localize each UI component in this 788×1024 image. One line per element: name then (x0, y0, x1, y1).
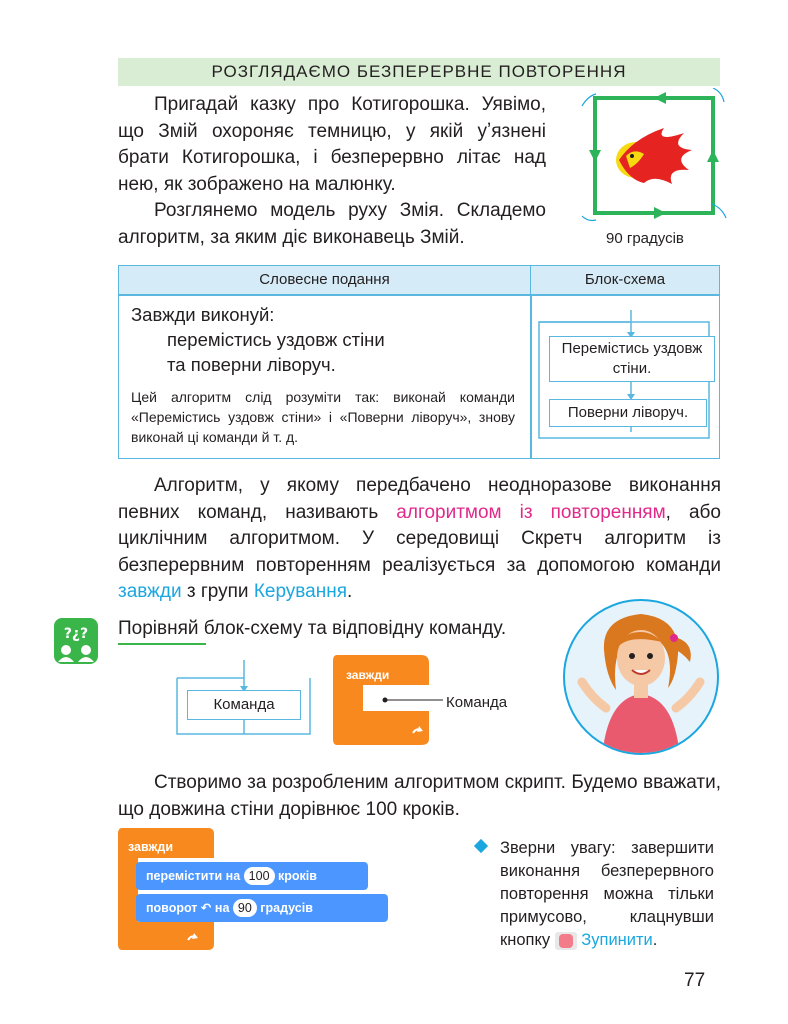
header-block-scheme: Блок-схема (531, 266, 719, 294)
turn-block-text (146, 899, 313, 917)
stop-label: Зупинити (581, 931, 653, 949)
text-part: з групи (181, 581, 254, 602)
dragon-icon (616, 128, 692, 184)
compare-instruction (118, 618, 506, 640)
move-label: перемістити на (146, 869, 241, 883)
arrow-icon (654, 92, 666, 104)
term-control: Керування (253, 581, 348, 602)
compare-underlined-word: Порівняй (118, 618, 199, 639)
stop-button[interactable] (555, 932, 577, 950)
turn-label: поворот (146, 901, 198, 915)
discussion-icon (54, 618, 98, 664)
move-steps-input[interactable]: 100 (244, 867, 275, 885)
svg-text:?¿?: ?¿? (63, 626, 89, 642)
arrow-icon (654, 207, 666, 219)
script-forever-label: завжди (128, 840, 174, 854)
algorithm-note: Цей алгоритм слід розуміти так: виконай команди «Перемістись уздовж стіни» і «Поверни ліворуч», знову виконай ці команди й т. д. (131, 389, 515, 445)
command-pointer-label: Команда (446, 694, 508, 711)
algorithm-table (118, 265, 720, 459)
turn-left-icon: ↶ (200, 901, 212, 915)
flow-box-move: Перемістись уздовж стіни. (549, 336, 715, 382)
note-text (500, 837, 714, 952)
page-number: 77 (684, 970, 706, 991)
verbal-algorithm (131, 302, 385, 377)
dragon-path-figure (574, 88, 746, 248)
script-paragraph: Створимо за розробленим алгоритмом скрипт. Будемо вважати, що довжина стіни дорівнює 100 кроків. (118, 772, 721, 820)
intro-text (118, 92, 546, 251)
section-title: РОЗГЛЯДАЄМО БЕЗПЕРЕРВНЕ ПОВТОРЕННЯ (118, 58, 720, 86)
algo-line-1: Завжди виконуй: (131, 304, 275, 325)
arrow-icon (589, 150, 601, 162)
algo-line-3: та поверни ліворуч. (167, 354, 336, 375)
figure-caption: 90 градусів (606, 230, 684, 247)
text-part: , або циклічним алгоритмом. У середовищі Скретч алгоритм із безперервним повторенням реалізується за допомогою команди (118, 501, 722, 576)
arrow-icon (707, 150, 719, 162)
note-end: . (652, 931, 658, 949)
move-unit: кроків (278, 869, 317, 883)
stop-sign-icon (559, 934, 573, 948)
turn-unit: градусів (260, 901, 313, 915)
note-bullet-icon (474, 839, 488, 853)
term-loop-algorithm: алгоритмом із повторенням (396, 501, 666, 523)
forever-label: завжди (346, 668, 390, 682)
turn-degrees-input[interactable]: 90 (233, 899, 257, 917)
girl-illustration (562, 598, 720, 756)
header-verbal: Словесне подання (119, 266, 531, 294)
turn-on: на (214, 901, 230, 915)
definition-paragraph (118, 473, 721, 606)
compare-rest: блок-схему та відповідну команду. (198, 618, 507, 639)
text-part: Алгоритм, у якому передбачено неодноразове виконання певних команд, називають (118, 475, 721, 523)
compare-command-box: Команда (187, 690, 301, 720)
intro-paragraph-1: Пригадай казку про Котигорошка. Уявімо, що Змій охороняє темницю, у якій уʼязнені брати Котигорошка, і безперервно літає над нею, як зображено на малюнку. (118, 94, 546, 195)
algo-line-2: перемістись уздовж стіни (167, 329, 385, 350)
term-forever: завжди (118, 581, 182, 602)
move-block-text (146, 867, 317, 885)
flow-box-turn: Поверни ліворуч. (549, 399, 707, 427)
text-part: . (347, 581, 353, 602)
note-body: Зверни увагу: завершити виконання безперервного повторення можна тільки примусово, клацнувши кнопку (500, 839, 714, 949)
intro-paragraph-2: Розглянемо модель руху Змія. Складемо алгоритм, за яким діє виконавець Змій. (118, 200, 546, 248)
